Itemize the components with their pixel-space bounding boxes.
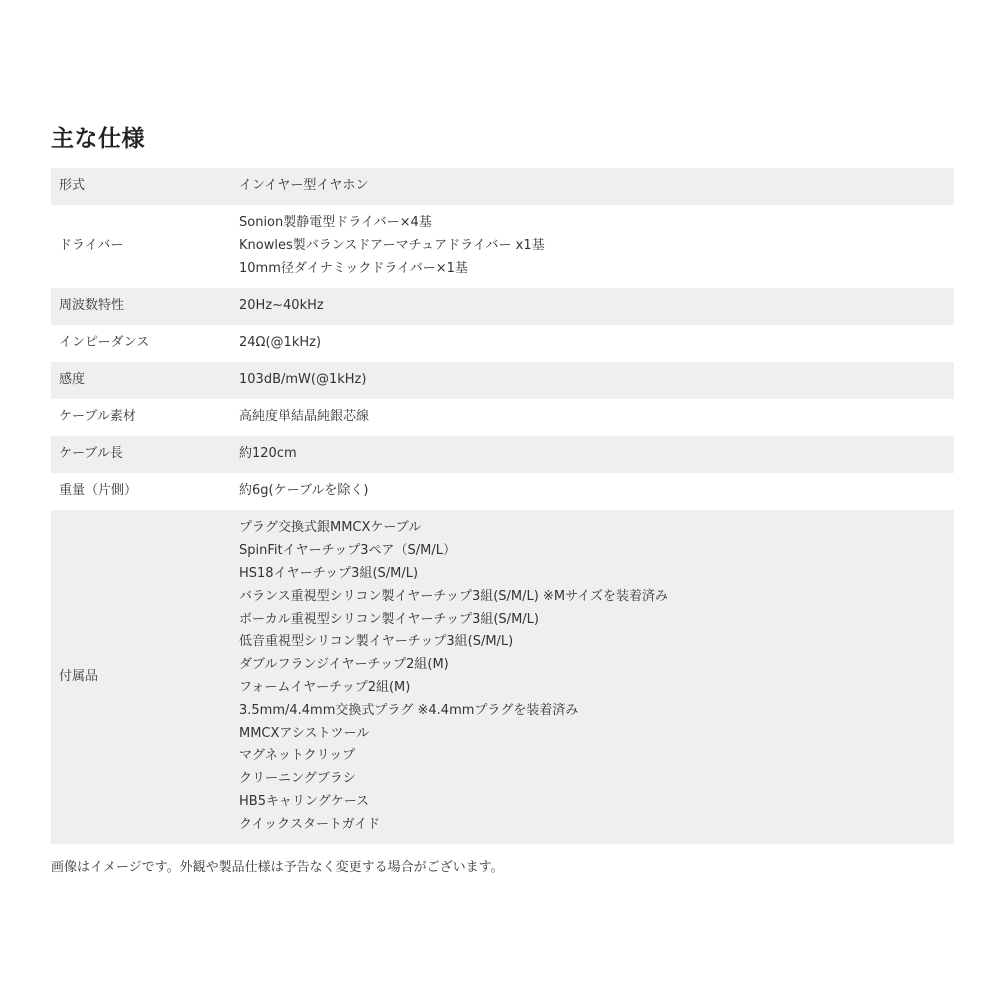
spec-value (239, 517, 954, 836)
spec-value-line: 24Ω(@1kHz) (239, 335, 322, 351)
spec-label: 形式 (59, 178, 86, 194)
spec-value-line: バランス重視型シリコン製イヤーチップ3組(S/M/L) ※Mサイズを装着済み (239, 588, 669, 604)
spec-row-driver (51, 205, 954, 288)
spec-value-line: HB5キャリングケース (239, 793, 370, 809)
spec-value-line: 高純度単結晶純銀芯線 (239, 409, 370, 425)
spec-value (239, 369, 954, 392)
spec-value (239, 406, 954, 429)
spec-value-line: 103dB/mW(@1kHz) (239, 372, 367, 388)
spec-row-accessories (51, 510, 954, 844)
spec-label: 感度 (59, 372, 86, 388)
spec-value-line: 低音重視型シリコン製イヤーチップ3組(S/M/L) (239, 634, 514, 650)
spec-value-line: プラグ交換式銀MMCXケーブル (239, 520, 422, 536)
spec-label: ドライバー (59, 238, 124, 254)
spec-value-line: クリーニングブラシ (239, 771, 356, 787)
spec-value (239, 295, 954, 318)
spec-value (239, 175, 954, 198)
spec-value (239, 212, 954, 280)
spec-value-line: 約120cm (239, 446, 297, 462)
spec-row-form (51, 168, 954, 205)
spec-row-frequency (51, 288, 954, 325)
spec-value-line: 10mm径ダイナミックドライバー×1基 (239, 260, 468, 276)
spec-label: 周波数特性 (59, 298, 125, 314)
disclaimer-note: 画像はイメージです。外観や製品仕様は予告なく変更する場合がございます。 (51, 860, 504, 875)
spec-value-line: SpinFitイヤーチップ3ペア（S/M/L） (239, 543, 456, 559)
spec-label: 付属品 (59, 668, 99, 684)
spec-value (239, 480, 954, 503)
spec-label: インピーダンス (59, 335, 150, 351)
spec-value-line: ボーカル重視型シリコン製イヤーチップ3組(S/M/L) (239, 611, 539, 627)
spec-row-sensitivity (51, 362, 954, 399)
spec-value-line: インイヤー型イヤホン (239, 178, 369, 194)
spec-value (239, 332, 954, 355)
spec-value-line: フォームイヤーチップ2組(M) (239, 680, 411, 695)
spec-value-line: クイックスタートガイド (239, 816, 381, 832)
spec-label: ケーブル長 (59, 446, 123, 462)
spec-value-line: MMCXアシストツール (239, 725, 370, 741)
spec-row-impedance (51, 325, 954, 362)
spec-table (51, 168, 954, 844)
spec-label: 重量（片側） (59, 483, 138, 499)
spec-value-line: マグネットクリップ (239, 748, 356, 764)
spec-value-line: ダブルフランジイヤーチップ2組(M) (239, 657, 449, 673)
spec-label: ケーブル素材 (59, 409, 136, 425)
page-title: 主な仕様 (51, 126, 145, 152)
spec-row-cable-material (51, 399, 954, 436)
spec-value-line: HS18イヤーチップ3組(S/M/L) (239, 566, 419, 582)
spec-value-line: 20Hz~40kHz (239, 298, 324, 314)
spec-row-weight (51, 473, 954, 510)
spec-value-line: 約6g(ケーブルを除く) (239, 483, 369, 499)
spec-row-cable-length (51, 436, 954, 473)
spec-value-line: Knowles製バランスドアーマチュアドライバー x1基 (239, 238, 545, 254)
spec-value (239, 443, 954, 466)
spec-value-line: 3.5mm/4.4mm交換式プラグ ※4.4mmプラグを装着済み (239, 702, 579, 718)
spec-value-line: Sonion製静電型ドライバー×4基 (239, 215, 432, 231)
